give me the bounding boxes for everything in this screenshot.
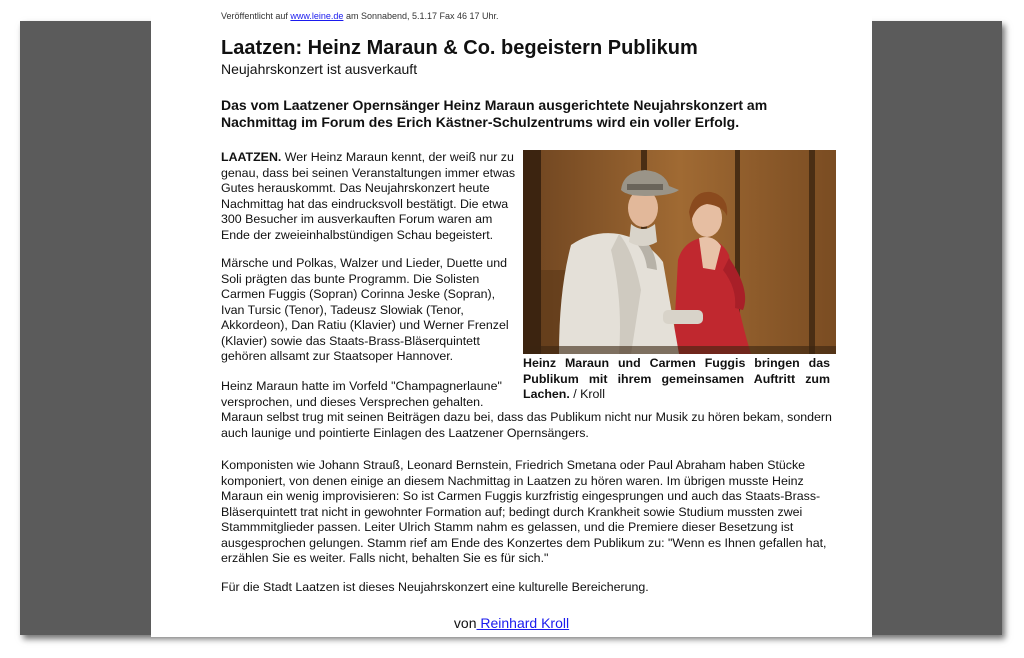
paragraph-4: Komponisten wie Johann Strauß, Leonard Bernstein, Friedrich Smetana oder Paul Abraham haben Stücke komponiert, von denen einige an diesem Nachmittag in Laatzen zu hören waren. Im übrigen musste Heinz Maraun ein wenig improvisieren: So ist Carmen Fuggis kurzfristig eingesprungen und auch das Staats-Brass-Bläserquintett trat nicht in gewohnter Formation auf; bedingt durch Krankheit sowie Studium mussten zwei Stammmitglieder passen. Leiter Ulrich Stamm nahm es gelassen, und die Premiere dieser Besetzung ist ausgesprochen gelungen. Stamm rief am Ende des Konzertes dem Publikum zu: "Wenn es Ihnen gefallen hat, erzählen Sie es weiter. Falls nicht, behalten Sie es für sich." [221, 458, 827, 565]
photo-credit: / Kroll [569, 387, 605, 401]
photo-caption [523, 356, 830, 403]
byline-prefix: von [453, 615, 477, 631]
publication-note [221, 11, 499, 21]
paragraph-3-start: Heinz Maraun hatte im Vorfeld "Champagnerlaune" versprochen, und dieses Versprechen gehalten. [221, 379, 502, 409]
photo-caption-text: Heinz Maraun und Carmen Fuggis bringen das Publikum mit ihrem gemeinsamen Auftritt zum Lachen. [523, 356, 830, 401]
source-link[interactable]: www.leine.de [290, 11, 344, 21]
article-photo [523, 150, 836, 354]
dateline: LAATZEN. [221, 150, 282, 164]
paragraph-2: Märsche und Polkas, Walzer und Lieder, Duette und Soli prägten das bunte Programm. Die Solisten Carmen Fuggis (Sopran) Corinna Jeske (Sopran), Ivan Tursic (Tenor), Tadeusz Slowiak (Tenor, Akkordeon), Dan Ratiu (Klavier) und Werner Frenzel (Klavier) sowie das Staats-Brass-Bläserquintett gehören allsamt zur Staatsoper Hannover. [221, 256, 509, 363]
article-subheadline: Neujahrskonzert ist ausverkauft [221, 61, 418, 77]
paragraph-5: Für die Stadt Laatzen ist dieses Neujahrskonzert eine kulturelle Bereicherung. [221, 580, 649, 594]
paragraph-1-text: Wer Heinz Maraun kennt, der weiß nur zu genau, dass bei seinen Veranstaltungen immer etwas Gutes herauskommt. Das Neujahrskonzert heute Nachmittag hat das eindrucksvoll bestätigt. Die etwa 300 Besucher im ausverkauften Forum waren am Ende der zweieinhalbstündigen Schau begeistert. [221, 150, 516, 242]
paragraph-3-continued: Maraun selbst trug mit seinen Beiträgen dazu bei, dass das Publikum nicht nur Musik zu hören bekam, sondern auch launige und pointierte Einlagen des Laatzener Opernsängers. [221, 410, 832, 440]
author-link[interactable]: Reinhard Kroll [476, 615, 570, 631]
publication-note-suffix: am Sonnabend, 5.1.17 Fax 46 17 Uhr. [345, 11, 499, 21]
article-page [151, 0, 872, 637]
publication-note-prefix: Veröffentlicht auf [221, 11, 288, 21]
article-byline [151, 614, 872, 632]
stage-photo-illustration [523, 150, 836, 354]
paragraph-1 [221, 150, 521, 243]
article-headline: Laatzen: Heinz Maraun & Co. begeistern Publikum [221, 37, 698, 59]
article-lead: Das vom Laatzener Opernsänger Heinz Maraun ausgerichtete Neujahrskonzert am Nachmittag im Forum des Erich Kästner-Schulzentrums wird ein voller Erfolg. [221, 97, 768, 130]
